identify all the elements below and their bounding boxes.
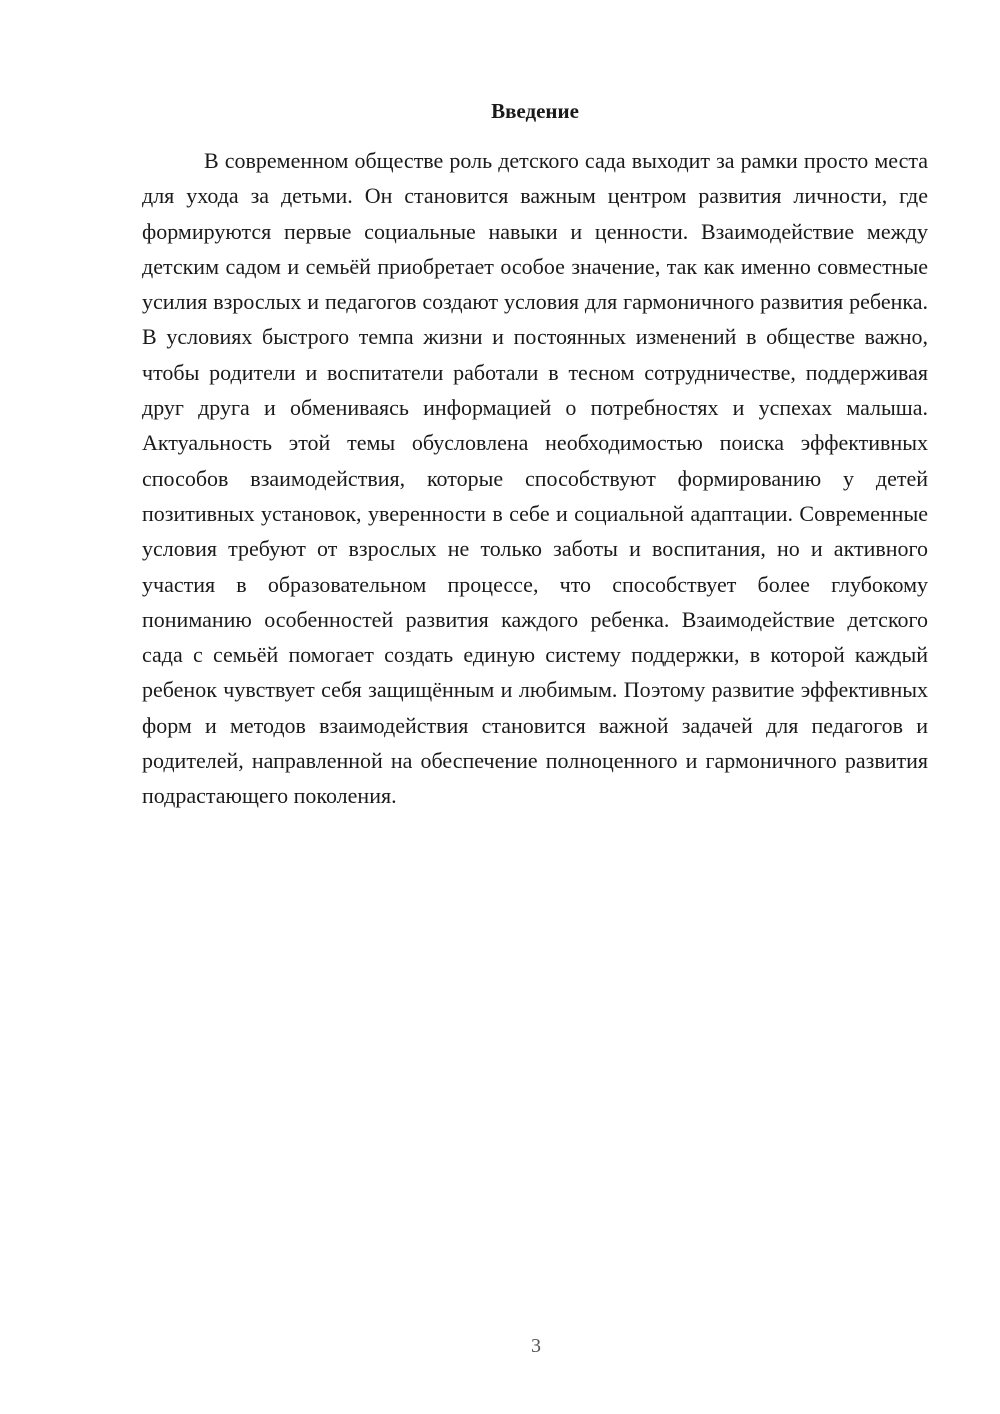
- section-title: Введение: [491, 99, 579, 123]
- intro-paragraph: В современном обществе роль детского сада выходит за рамки просто места для ухода за детьми. Он становится важным центром развития личности, где формируются первые социальные навыки и ценности. Взаимодействие между детским садом и семьёй приобретает особое значение, так как именно совместные усилия взрослых и педагогов создают условия для гармоничного развития ребенка. В условиях быстрого темпа жизни и постоянных изменений в обществе важно, чтобы родители и воспитатели работали в тесном сотрудничестве, поддерживая друг друга и обмениваясь информацией о потребностях и успехах малыша. Актуальность этой темы обусловлена необходимостью поиска эффективных способов взаимодействия, которые способствуют формированию у детей позитивных установок, уверенности в себе и социальной адаптации. Современные условия требуют от взрослых не только заботы и воспитания, но и активного участия в образовательном процессе, что способствует более глубокому пониманию особенностей развития каждого ребенка. Взаимодействие детского сада с семьёй помогает создать единую систему поддержки, в которой каждый ребенок чувствует себя защищённым и любимым. Поэтому развитие эффективных форм и методов взаимодействия становится важной задачей для педагогов и родителей, направленной на обеспечение полноценного и гармоничного развития подрастающего поколения.: [142, 148, 928, 809]
- page-number: 3: [531, 1335, 541, 1357]
